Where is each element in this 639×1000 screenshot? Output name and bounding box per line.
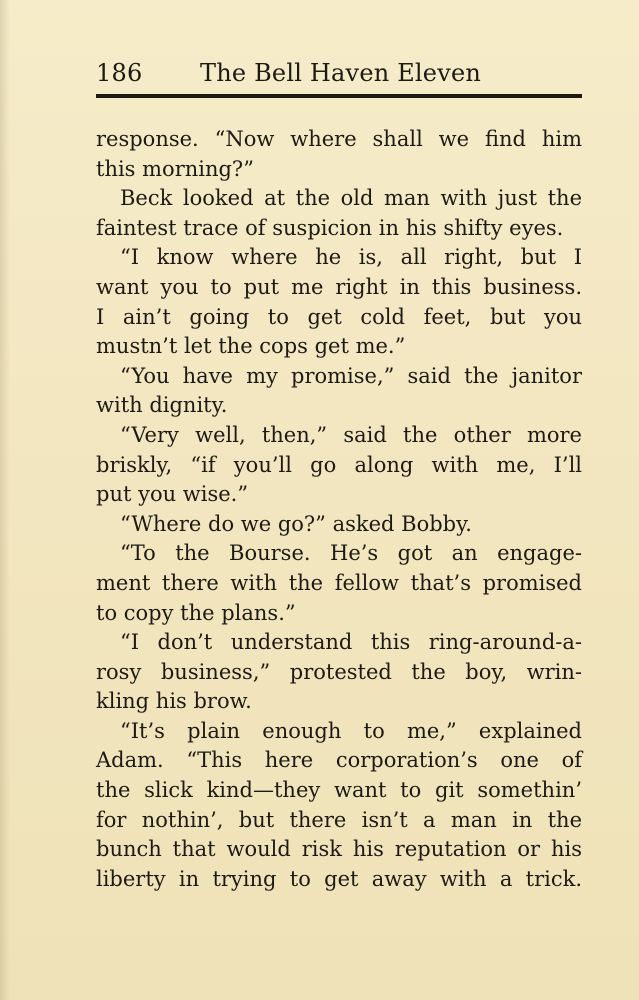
text-line: ment there with the fellow that’s promised [96,570,582,595]
page-number: 186 [96,59,143,87]
text-line: “I know where he is, all right, but I [120,245,582,270]
text-line: faintest trace of suspicion in his shifty eyes. [96,215,564,240]
text-line: kling his brow. [96,689,252,714]
text-line: with dignity. [96,393,228,418]
text-line: response. “Now where shall we find him [96,127,582,151]
running-title: The Bell Haven Eleven [200,59,482,87]
text-line: “To the Bourse. He’s got an engage- [120,541,582,566]
text-line: “Very well, then,” said the other more [120,422,582,447]
text-line: for nothin’, but there isn’t a man in the [96,807,582,832]
text-line: “You have my promise,” said the janitor [120,363,582,388]
text-line: the slick kind—they want to git somethin’ [96,778,582,803]
text-line: to copy the plans.” [96,600,296,625]
text-line: “I don’t understand this ring-around-a- [120,630,582,655]
text-line: this morning?” [96,156,254,181]
header-rule [96,94,582,98]
text-line: briskly, “if you’ll go along with me, I’ll [96,452,582,477]
text-line: “Where do we go?” asked Bobby. [120,511,472,536]
running-header [96,56,582,90]
text-line: liberty in trying to get away with a trick. [96,866,582,891]
text-line: I ain’t going to get cold feet, but you [96,304,582,329]
text-line: Beck looked at the old man with just the [120,186,582,211]
text-line: “It’s plain enough to me,” explained [120,718,582,743]
text-line: mustn’t let the cops get me.” [96,334,406,359]
text-line: rosy business,” protested the boy, wrin- [96,659,582,684]
page-edge-shadow [0,0,10,1000]
text-line: put you wise.” [96,482,249,507]
text-line: bunch that would risk his reputation or his [96,837,582,862]
body-text [96,125,582,894]
text-line: Adam. “This here corporation’s one of [96,748,582,773]
text-line: want you to put me right in this business. [96,274,582,299]
